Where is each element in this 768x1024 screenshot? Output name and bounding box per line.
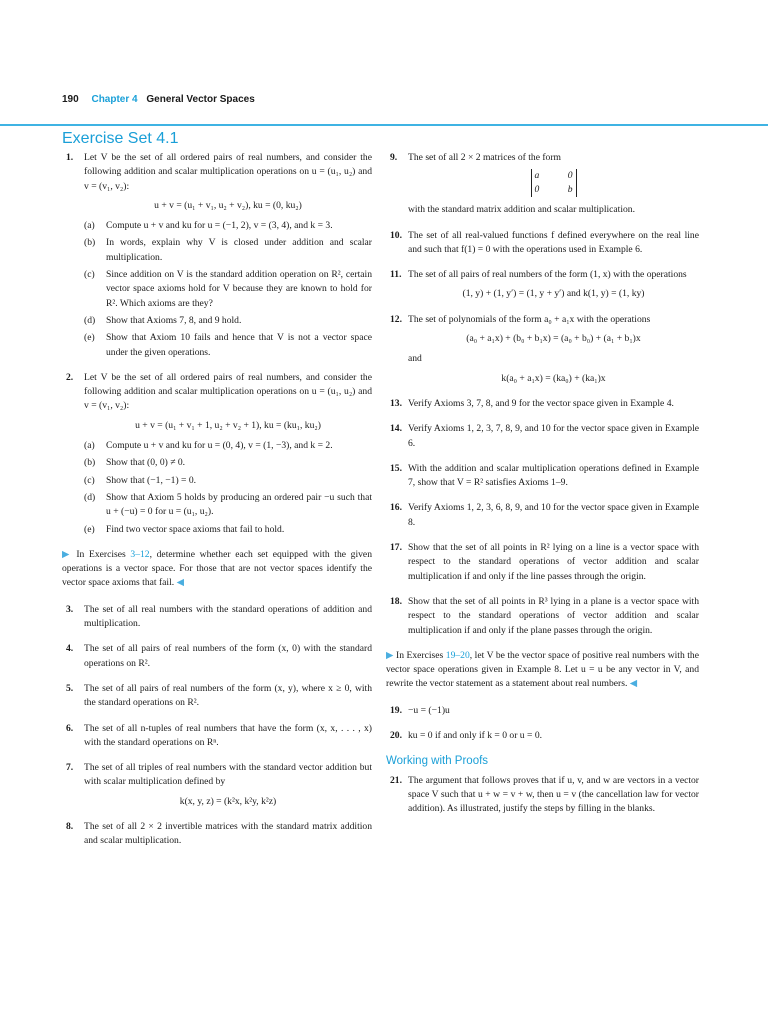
part-b — [84, 456, 372, 470]
instruction-text: In Exercises — [396, 649, 446, 661]
exercise-number: 21. — [390, 774, 402, 786]
instruction-text: , let V be the vector space of positive real numbers with the vector space operations given in Example 8. Let u = u be any vector in V, and rewrite the vector statement as a statement about real numbers. — [386, 649, 699, 690]
exercise-number: 7. — [66, 762, 74, 774]
exercise-text: The set of all triples of real numbers with the standard vector addition but with scalar multiplication defined by — [84, 762, 372, 788]
instruction-note — [62, 548, 372, 591]
part-label: (c) — [84, 269, 95, 281]
part-c — [84, 268, 372, 311]
right-column — [386, 151, 699, 828]
exercise-number: 14. — [390, 423, 402, 435]
exercise-number: 10. — [390, 229, 402, 241]
display-formula: u + v = (u₁ + v₁ + 1, u₂ + v₂ + 1), ku = (ku₁, ku₂) — [135, 419, 321, 431]
part-label: (b) — [84, 237, 96, 249]
exercise-text: ku = 0 if and only if k = 0 or u = 0. — [408, 730, 543, 742]
part-label: (a) — [84, 440, 95, 452]
part-b — [84, 236, 372, 265]
exercise-number: 5. — [66, 682, 74, 694]
part-text: Show that Axiom 10 fails and hence that V is not a vector space under the given operations. — [106, 332, 372, 358]
part-a — [84, 439, 372, 453]
exercise-number: 20. — [390, 730, 402, 742]
exercise-number: 13. — [390, 397, 402, 409]
display-formula: k(a₀ + a₁x) = (ka₀) + (ka₁)x — [501, 372, 606, 384]
exercise-number: 11. — [390, 269, 402, 281]
part-c — [84, 474, 372, 488]
connector-text: and — [408, 353, 422, 365]
triangle-left-icon: ◀ — [176, 577, 184, 589]
display-formula: (a₀ + a₁x) + (b₀ + b₁x) = (a₀ + b₀) + (a₁ + b₁)x — [466, 333, 641, 345]
exercise-number: 15. — [390, 462, 402, 474]
exercise-number: 8. — [66, 820, 74, 832]
exercise-text: Let V be the set of all ordered pairs of real numbers, and consider the following addition and scalar multiplication operations on u = (u₁, u₂) and v = (v₁, v₂): — [84, 371, 372, 412]
part-label: (e) — [84, 332, 95, 344]
exercise-17 — [386, 541, 699, 584]
exercise-10 — [386, 229, 699, 258]
page-number: 190 — [62, 94, 79, 105]
exercise-14 — [386, 422, 699, 451]
exercise-number: 9. — [390, 152, 398, 163]
exercise-16 — [386, 501, 699, 530]
exercise-text: The set of all pairs of real numbers of the form (1, x) with the operations — [408, 269, 687, 281]
exercise-set-title: Exercise Set 4.1 — [62, 130, 179, 147]
exercise-range-link[interactable]: 19–20 — [445, 649, 470, 661]
exercise-text: With the addition and scalar multiplication operations defined in Example 7, show that V = R² satisfies Axioms 1–9. — [408, 462, 699, 489]
exercise-range-link[interactable]: 3–12 — [130, 548, 150, 560]
part-label: (a) — [84, 220, 95, 232]
exercise-text: The set of all pairs of real numbers of the form (x, 0) with the standard operations on R². — [84, 643, 372, 669]
exercise-number: 17. — [390, 542, 402, 554]
exercise-21 — [386, 774, 699, 817]
instruction-note — [386, 649, 699, 692]
section-heading: Working with Proofs — [386, 755, 489, 768]
exercise-20 — [386, 729, 699, 743]
display-formula: u + v = (u₁ + v₁, u₂ + v₂), ku = (0, ku₂) — [154, 199, 302, 211]
exercise-8 — [62, 820, 372, 849]
exercise-6 — [62, 722, 372, 751]
exercise-15 — [386, 462, 699, 491]
exercise-text: The argument that follows proves that if u, v, and w are vectors in a vector space V such that u + w = v + w, then u = v (the cancellation law for vector addition). As illustrated, justify the steps by filling in the blanks. — [408, 774, 699, 815]
exercise-number: 6. — [66, 722, 74, 734]
instruction-text: In Exercises — [76, 548, 131, 560]
exercise-number: 16. — [390, 502, 402, 514]
exercise-number: 2. — [66, 371, 74, 383]
exercise-text: The set of all pairs of real numbers of the form (x, y), where x ≥ 0, with the standard operations on R². — [84, 682, 372, 709]
part-d — [84, 491, 372, 520]
left-column — [62, 151, 372, 860]
exercise-5 — [62, 682, 372, 711]
exercise-text: Let V be the set of all ordered pairs of real numbers, and consider the following addition and scalar multiplication operations on u = (u₁, u₂) and v = (v₁, v₂): — [84, 152, 372, 192]
part-text: Show that Axiom 5 holds by producing an ordered pair −u such that u + (−u) = 0 for u = (u₁, u₂). — [106, 491, 372, 518]
matrix-entry: 0 — [534, 184, 540, 196]
exercise-number: 12. — [390, 313, 402, 325]
exercise-number: 3. — [66, 603, 74, 615]
instruction-text: , determine whether each set equipped with the given operations is a vector space. For those that are not vector spaces identify the vector space axioms that fail. — [62, 548, 372, 589]
triangle-right-icon: ▶ — [62, 548, 72, 560]
exercise-text: Verify Axioms 1, 2, 3, 6, 8, 9, and 10 for the vector space given in Example 8. — [408, 502, 699, 528]
exercise-text: The set of all 2 × 2 invertible matrices with the standard matrix addition and scalar multiplication. — [84, 820, 372, 847]
part-text: Show that (−1, −1) = 0. — [106, 474, 197, 486]
exercise-12 — [386, 313, 699, 386]
triangle-right-icon: ▶ — [386, 649, 394, 661]
exercise-number: 4. — [66, 643, 74, 655]
part-text: Find two vector space axioms that fail to hold. — [106, 523, 285, 535]
exercise-18 — [386, 595, 699, 638]
part-label: (d) — [84, 491, 96, 503]
exercise-13 — [386, 397, 699, 411]
part-text: Show that Axioms 7, 8, and 9 hold. — [106, 314, 242, 326]
part-text: Show that (0, 0) ≠ 0. — [106, 457, 186, 469]
exercise-text: Verify Axioms 1, 2, 3, 7, 8, 9, and 10 for the vector space given in Example 6. — [408, 423, 699, 449]
exercise-text: The set of all real numbers with the standard operations of addition and multiplication. — [84, 603, 372, 630]
running-header — [62, 94, 255, 106]
part-label: (c) — [84, 474, 95, 486]
part-label: (e) — [84, 523, 95, 535]
exercise-text: Verify Axioms 3, 7, 8, and 9 for the vector space given in Example 4. — [408, 397, 674, 409]
matrix-entry: 0 — [567, 170, 573, 182]
exercise-7 — [62, 761, 372, 809]
exercise-11 — [386, 268, 699, 302]
exercise-number: 19. — [390, 704, 402, 716]
part-label: (b) — [84, 457, 96, 469]
part-text: Compute u + v and ku for u = (−1, 2), v = (3, 4), and k = 3. — [106, 220, 333, 232]
exercise-text: The set of all 2 × 2 matrices of the form — [408, 152, 561, 163]
exercise-number: 18. — [390, 595, 402, 607]
chapter-title: General Vector Spaces — [146, 94, 255, 105]
part-d — [84, 314, 372, 328]
display-formula: (1, y) + (1, y′) = (1, y + y′) and k(1, y) = (1, ky) — [462, 288, 645, 300]
exercise-text: with the standard matrix addition and scalar multiplication. — [408, 204, 635, 216]
display-formula: k(x, y, z) = (k²x, k²y, k²z) — [179, 795, 277, 807]
exercise-9 — [386, 151, 699, 218]
part-text: Since addition on V is the standard addition operation on R², certain vector space axioms hold for V because they are known to hold for R². Which axioms are they? — [106, 269, 372, 309]
matrix-entry: b — [567, 184, 573, 196]
exercise-2 — [62, 371, 372, 537]
part-label: (d) — [84, 314, 96, 326]
exercise-text: −u = (−1)u — [408, 704, 450, 716]
matrix — [531, 169, 577, 197]
header-rule — [0, 124, 768, 126]
exercise-text: The set of all n-tuples of real numbers that have the form (x, x, . . . , x) with the standard operations on Rⁿ. — [84, 722, 372, 748]
part-text: In words, explain why V is closed under addition and scalar multiplication. — [106, 237, 372, 263]
exercise-text: The set of polynomials of the form a₀ + a₁x with the operations — [408, 313, 651, 325]
exercise-1 — [62, 151, 372, 360]
exercise-text: Show that the set of all points in R³ lying in a plane is a vector space with respect to the standard operations of vector addition and scalar multiplication if and only if the plane passes through the origin. — [408, 595, 699, 636]
part-e — [84, 331, 372, 360]
exercise-text: Show that the set of all points in R² lying on a line is a vector space with respect to the standard operations of vector addition and scalar multiplication if and only if the line passes through the origin. — [408, 542, 699, 582]
part-e — [84, 523, 372, 537]
exercise-19 — [386, 704, 699, 718]
exercise-number: 1. — [66, 152, 74, 163]
triangle-left-icon: ◀ — [629, 678, 638, 690]
exercise-text: The set of all real-valued functions f defined everywhere on the real line and such that f(1) = 0 with the operations used in Example 6. — [408, 229, 699, 255]
exercise-4 — [62, 642, 372, 671]
matrix-entry: a — [534, 170, 540, 182]
exercise-3 — [62, 603, 372, 632]
part-text: Compute u + v and ku for u = (0, 4), v = (1, −3), and k = 2. — [106, 440, 333, 452]
part-a — [84, 219, 372, 233]
chapter-label: Chapter 4 — [91, 94, 138, 105]
